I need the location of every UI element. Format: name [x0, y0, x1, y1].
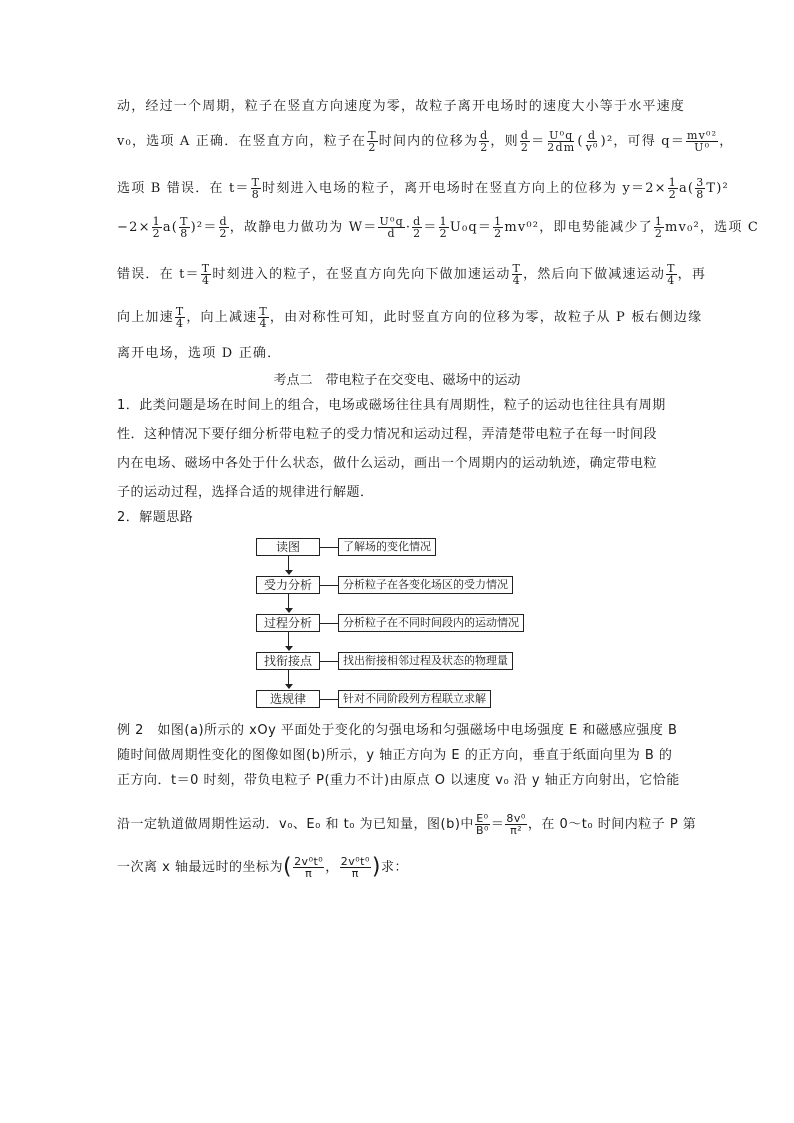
flow-connector — [320, 661, 338, 662]
fraction-1-over-2: $\frac{1}{2}$ — [439, 215, 448, 240]
solution-text: ，向上减速 — [186, 310, 258, 325]
fraction-1-over-2: $\frac{1}{2}$ — [152, 215, 161, 240]
left-paren: ( — [282, 854, 293, 880]
fraction-T-over-8: $\frac{T}{8}$ — [180, 215, 189, 240]
solution-text: 错误．在 t＝ — [117, 267, 200, 282]
solution-text: 选项 B 错误．在 t＝ — [117, 181, 250, 196]
fraction-E0-over-B0: $\frac{\text{E⁰}}{\text{B⁰}}$ — [475, 812, 489, 837]
flow-arrow-line — [288, 632, 289, 646]
fraction-mv02-over-U0: $\frac{\text{mv⁰²}}{\text{U⁰}}$ — [687, 129, 718, 154]
fraction-8v0-over-pi2: $\frac{\text{8v⁰}}{\text{π²}}$ — [506, 812, 526, 837]
solution-text: 时刻进入的粒子，在竖直方向先向下做加速运动 — [212, 267, 511, 282]
fraction-d-over-v0: $\frac{d}{\text{v⁰}}$ — [585, 129, 599, 154]
solution-text: −2× — [117, 220, 151, 235]
flow-step-box: 受力分析 — [256, 576, 320, 594]
right-paren: ) — [371, 854, 381, 880]
fraction-T-over-2: $\frac{T}{2}$ — [368, 129, 377, 154]
solution-text: ，然后向下做减速运动 — [523, 267, 666, 282]
flow-step-box: 找衔接点 — [256, 652, 320, 670]
solution-line-3: 选项 B 错误．在 t＝ $\frac{T}{8}$ 时刻进入电场的粒子，离开电场时在竖直方向上的位移为 y＝2× $\frac{1}{2}$ a( $\frac{3}{8}$ T)² — [117, 176, 729, 201]
down-arrow-icon — [285, 608, 293, 613]
point-1-line-3: 内在电场、磁场中各处于什么状态，做什么运动，画出一个周期内的运动轨迹，确定带电粒 — [117, 456, 658, 471]
fraction-T-over-8: $\frac{T}{8}$ — [251, 176, 261, 201]
solution-line-4: −2× $\frac{1}{2}$ a( $\frac{T}{8}$ )²＝ $\frac{d}{2}$ ，故静电力做功为 W＝ $\frac{\text{U⁰q}}{d}$ · $\frac{d}{2}$ ＝ $\frac{1}{2}$ U₀q＝ $\frac{1}{2}$ mv⁰²，即电势能减少了 $\frac{1}{2}$ mv₀²，选项 C — [117, 215, 760, 240]
solution-line-6 — [117, 305, 703, 330]
solution-text: ，由对称性可知，此时竖直方向的位移为零，故粒子从 P 板右侧边缘 — [269, 310, 703, 325]
solution-text: ，则 — [490, 134, 519, 149]
fraction-T-over-4: $\frac{T}{4}$ — [667, 262, 676, 287]
fraction-T-over-4: $\frac{T}{4}$ — [201, 262, 211, 287]
solution-text: 离开电场，选项 D 正确． — [117, 346, 282, 361]
flow-arrow-line — [288, 670, 289, 684]
section-heading: 考点二 带电粒子在交变电、磁场中的运动 — [273, 373, 521, 388]
solution-line-5 — [117, 262, 707, 287]
fraction-T-over-4: $\frac{T}{4}$ — [259, 305, 268, 330]
point-2-heading: 2．解题思路 — [117, 510, 194, 525]
flow-desc-box: 分析粒子在各变化场区的受力情况 — [338, 576, 513, 594]
fraction-d-over-2: $\frac{d}{2}$ — [520, 129, 530, 154]
example-line-3: 正方向．t＝0 时刻，带负电粒子 P(重力不计)由原点 O 以速度 v₀ 沿 y 轴正方向射出，它恰能 — [117, 773, 680, 788]
fraction-d-over-2: $\frac{d}{2}$ — [219, 215, 228, 240]
point-1-line-1: 1．此类问题是场在时间上的组合，电场或磁场往往具有周期性，粒子的运动也往往具有周期 — [117, 398, 666, 413]
fraction-3-over-8: $\frac{3}{8}$ — [696, 176, 705, 201]
solution-text: 向上加速 — [117, 310, 174, 325]
solution-line-2: v₀，选项 A 正确．在竖直方向，粒子在 $\frac{T}{2}$ 时间内的位移为 $\frac{d}{2}$ ，则 $\frac{d}{2}$ ＝ $\frac{\text{U⁰q}}{2dm}$ ( $\frac{d}{\text{v⁰}}$ )²，可得 q＝ $\frac{\text{mv⁰²}}{\text{U⁰}}$ ， — [117, 129, 734, 154]
solution-text: ，即电势能减少了 — [539, 220, 653, 235]
solution-text: mv₀²，选项 C — [665, 220, 760, 235]
down-arrow-icon — [285, 646, 293, 651]
flow-connector — [320, 547, 338, 548]
point-1-line-4: 子的运动过程，选择合适的规律进行解题． — [117, 485, 374, 500]
flow-desc-box: 针对不同阶段列方程联立求解 — [338, 690, 491, 708]
example-line-5: 一次离 x 轴最远时的坐标为( $\frac{\text{2v⁰t⁰}}{\pi}$ ， $\frac{\text{2v⁰t⁰}}{\pi}$ )求： — [117, 854, 408, 880]
flow-desc-box: 了解场的变化情况 — [338, 538, 436, 556]
flow-step-box: 过程分析 — [256, 614, 320, 632]
fraction-1-over-2: $\frac{1}{2}$ — [668, 176, 677, 201]
flow-arrow-line — [288, 594, 289, 608]
fraction-T-over-4: $\frac{T}{4}$ — [175, 305, 185, 330]
solution-text: ，故静电力做功为 W＝ — [229, 220, 378, 235]
fraction-2v0t0-over-pi: $\frac{\text{2v⁰t⁰}}{\pi}$ — [340, 855, 370, 880]
solution-text: 时间内的位移为 — [378, 134, 479, 149]
flow-connector — [320, 699, 338, 700]
example-line-2: 随时间做周期性变化的图像如图(b)所示，y 轴正方向为 E 的正方向，垂直于纸面向里为 B 的 — [117, 748, 673, 763]
solution-text: ，可得 q＝ — [613, 134, 686, 149]
example-line-4: 沿一定轨道做周期性运动．v₀、E₀ 和 t₀ 为已知量，图(b)中 $\frac{\text{E⁰}}{\text{B⁰}}$ ＝ $\frac{\text{8v⁰}}{\text{π²}}$ ，在 0～t₀ 时间内粒子 P 第 — [117, 812, 697, 837]
down-arrow-icon — [285, 684, 293, 689]
solution-text: ，再 — [677, 267, 707, 282]
flow-connector — [320, 623, 338, 624]
flow-connector — [320, 585, 338, 586]
flow-desc-box: 找出衔接相邻过程及状态的物理量 — [338, 652, 513, 670]
fraction-U0q-over-d: $\frac{\text{U⁰q}}{d}$ — [379, 215, 404, 240]
fraction-1-over-2: $\frac{1}{2}$ — [654, 215, 664, 240]
fraction-1-over-2: $\frac{1}{2}$ — [494, 215, 503, 240]
flow-step-box: 选规律 — [256, 690, 320, 708]
example-line-1: 例 2 如图(a)所示的 xOy 平面处于变化的匀强电场和匀强磁场中电场强度 E 和磁感应强度 B — [117, 723, 678, 738]
solution-text: 动，经过一个周期，粒子在竖直方向速度为零，故粒子离开电场时的速度大小等于水平速度 — [117, 99, 686, 114]
fraction-T-over-4: $\frac{T}{4}$ — [512, 262, 522, 287]
fraction-d-over-2: $\frac{d}{2}$ — [413, 215, 422, 240]
fraction-d-over-2: $\frac{d}{2}$ — [480, 129, 489, 154]
flow-desc-box: 分析粒子在不同时间段内的运动情况 — [338, 614, 524, 632]
point-1-line-2: 性．这种情况下要仔细分析带电粒子的受力情况和运动过程，弄清楚带电粒子在每一时间段 — [117, 427, 658, 442]
solution-line-1 — [117, 97, 685, 117]
solution-text: v₀，选项 A 正确．在竖直方向，粒子在 — [117, 134, 367, 149]
fraction-2v0t0-over-pi: $\frac{\text{2v⁰t⁰}}{\pi}$ — [294, 855, 324, 880]
solution-line-7 — [117, 344, 685, 364]
fraction-U0q-over-2dm: $\frac{\text{U⁰q}}{2dm}$ — [547, 129, 576, 154]
solution-text: 时刻进入电场的粒子，离开电场时在竖直方向上的位移为 y＝2× — [262, 181, 667, 196]
down-arrow-icon — [285, 570, 293, 575]
flow-step-box: 读图 — [256, 538, 320, 556]
flow-arrow-line — [288, 556, 289, 570]
